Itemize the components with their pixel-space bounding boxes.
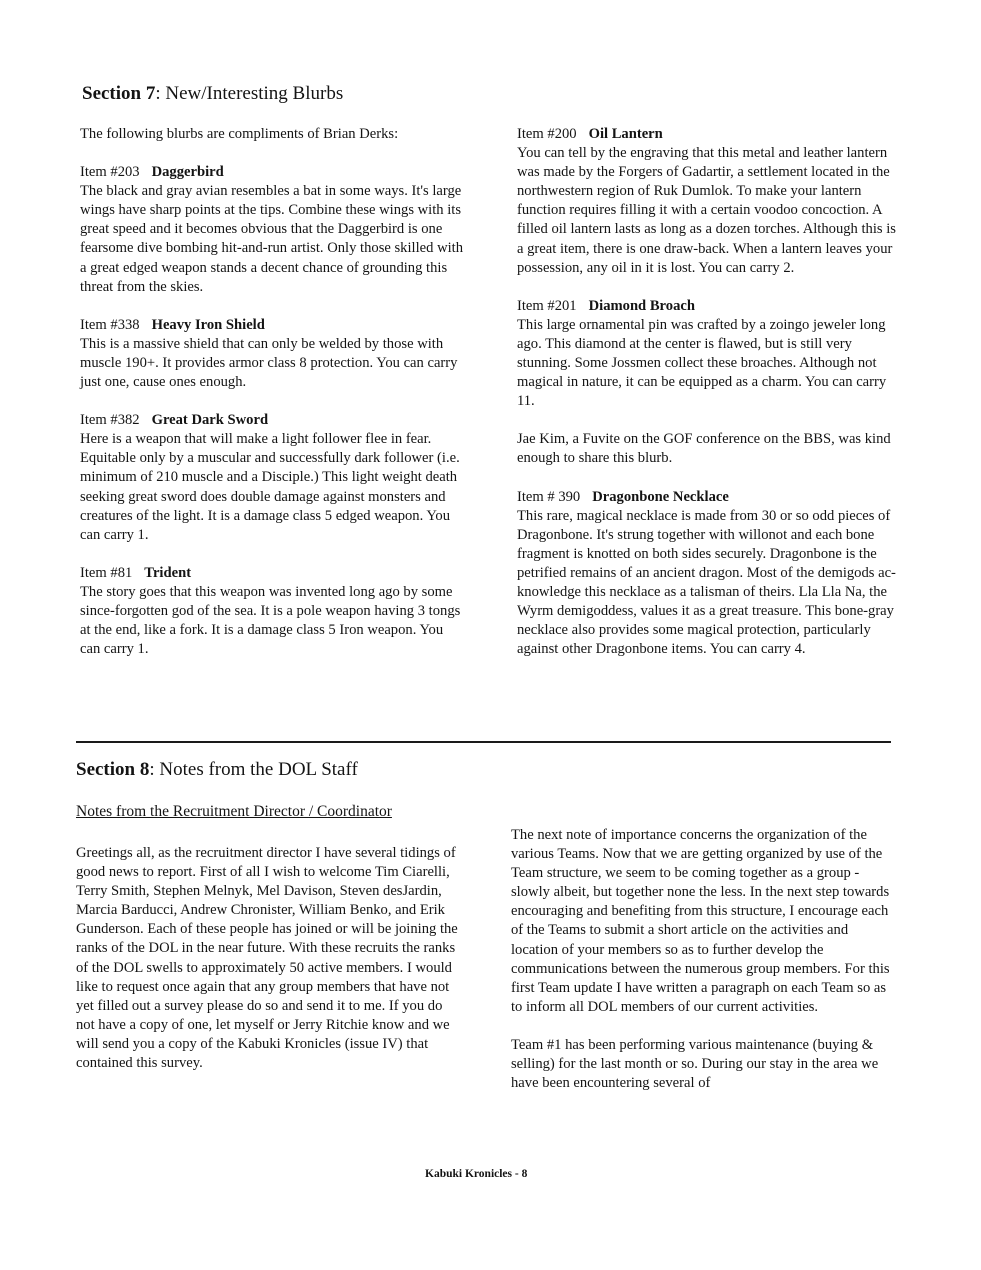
teams-note: The next note of importance concerns the organization of the various Teams. Now that we are getting organized by use of the Team structure, we seem to be coming together as a group - slowly albeit, but together none the less. In the next step towards encouraging and benefiting from this structure, I encourage each of the Teams to submit a short article on the activities and location of your members so as to further develop the communications between the numerous group members. For this first Team update I have written a paragraph on each Team so as to inform all DOL members of our current activities. [511, 827, 890, 1015]
item-heavy-iron-shield: Item #338 Heavy Iron Shield This is a massive shield that can only be welded by those with muscle 190+. It provides armor class 8 protection. You can carry just one, cause ones enough. [80, 316, 458, 391]
item-great-dark-sword: Item #382 Great Dark Sword Here is a weapon that will make a light follower flee in fear. Equitable only by a muscular and successfully dark follower (i.e. minimum of 210 muscle and a Disciple.) This light weight death seeking great sword does double damage against monsters and creatures of the light. It is a damage class 5 edged weapon. You can carry 1. [80, 412, 460, 543]
section-7-left-column [80, 125, 466, 659]
section-7-right-column [517, 125, 901, 659]
page-footer: Kabuki Kronicles - 8 [425, 1168, 528, 1180]
item-oil-lantern: Item #200 Oil Lantern You can tell by the engraving that this metal and leather lantern was made by the Forgers of Gadartir, a settlement located in the northwestern region of Ruk Dumlok. To make your lantern function requires filling it with a certain voodoo concoction. A filled oil lantern lasts as long as a dozen torches. Although this is a great item, there is one draw-back. When a lantern leaves your possession, any oil in it is lost. You can carry 2. [517, 126, 896, 276]
team-1-note: Team #1 has been performing various maintenance (buying & selling) for the last month or so. During our stay in the area we have been encountering several of [511, 1036, 879, 1092]
item-diamond-broach: Item #201 Diamond Broach This large ornamental pin was crafted by a zoingo jeweler long ago. This diamond at the center is flawed, but is still very stunning. Some Jossmen collect these broaches. Although not magical in nature, it can be equipped as a charm. You can carry 11. [517, 297, 887, 410]
blurb-credit: Jae Kim, a Fuvite on the GOF conference on the BBS, was kind enough to share this blurb. [517, 431, 891, 467]
item-dragonbone-necklace: Item # 390 Dragonbone Necklace This rare, magical necklace is made from 30 or so odd pieces of Dragonbone. It's strung together with willonot and each bone fragment is knotted on both sides securely. Dragonbone is the petrified remains of an ancient dragon. Most of the demigods ac-knowledge this necklace as a talisman of theirs. Lla Lla Na, the Wyrm demigoddess, values it as a great treasure. This bone-gray necklace also provides some magical protection, particularly against other Dragonbone items. You can carry 4. [517, 488, 896, 658]
item-trident: Item #81 Trident The story goes that this weapon was invented long ago by some since-forgotten god of the sea. It is a pole weapon having 3 tongs at the end, like a fork. It is a damage class 5 Iron weapon. You can carry 1. [80, 564, 461, 658]
section-divider [76, 741, 891, 743]
section-7-heading: Section 7: New/Interesting Blurbs [82, 83, 344, 104]
recruitment-note: Greetings all, as the recruitment director I have several tidings of good news to report. First of all I wish to welcome Tim Ciarelli, Terry Smith, Stephen Melnyk, Mel Davison, Steven desJardin, Marcia Barducci, Andrew Chronister, William Benko, and Erik Gunderson. Each of these people has joined or will be joining the ranks of the DOL in the near future. With these recruits the ranks of the DOL swells to approximately 50 active members. I would like to request once again that any group members that have not yet filled out a survey please do so and send it to me. If you do not have a copy of one, let myself or Jerry Ritchie know and we will send you a copy of the Kabuki Kronicles (issue IV) that contained this survey. [76, 845, 458, 1072]
intro-text: The following blurbs are compliments of Brian Derks: [80, 126, 399, 142]
recruitment-subheading: Notes from the Recruitment Director / Coordinator [76, 803, 392, 820]
item-daggerbird: Item #203 Daggerbird The black and gray avian resembles a bat in some ways. It's large wings have sharp points at the tips. Combine these wings with its great speed and it becomes obvious that the Daggerbird is one fearsome dive bombing hit-and-run artist. Only those skilled with a great edged weapon stands a decent chance of grounding this threat from the skies. [80, 164, 464, 295]
section-8-heading: Section 8: Notes from the DOL Staff [76, 759, 358, 780]
section-8-right-column [511, 826, 893, 1093]
section-8-left-column [76, 844, 460, 1073]
